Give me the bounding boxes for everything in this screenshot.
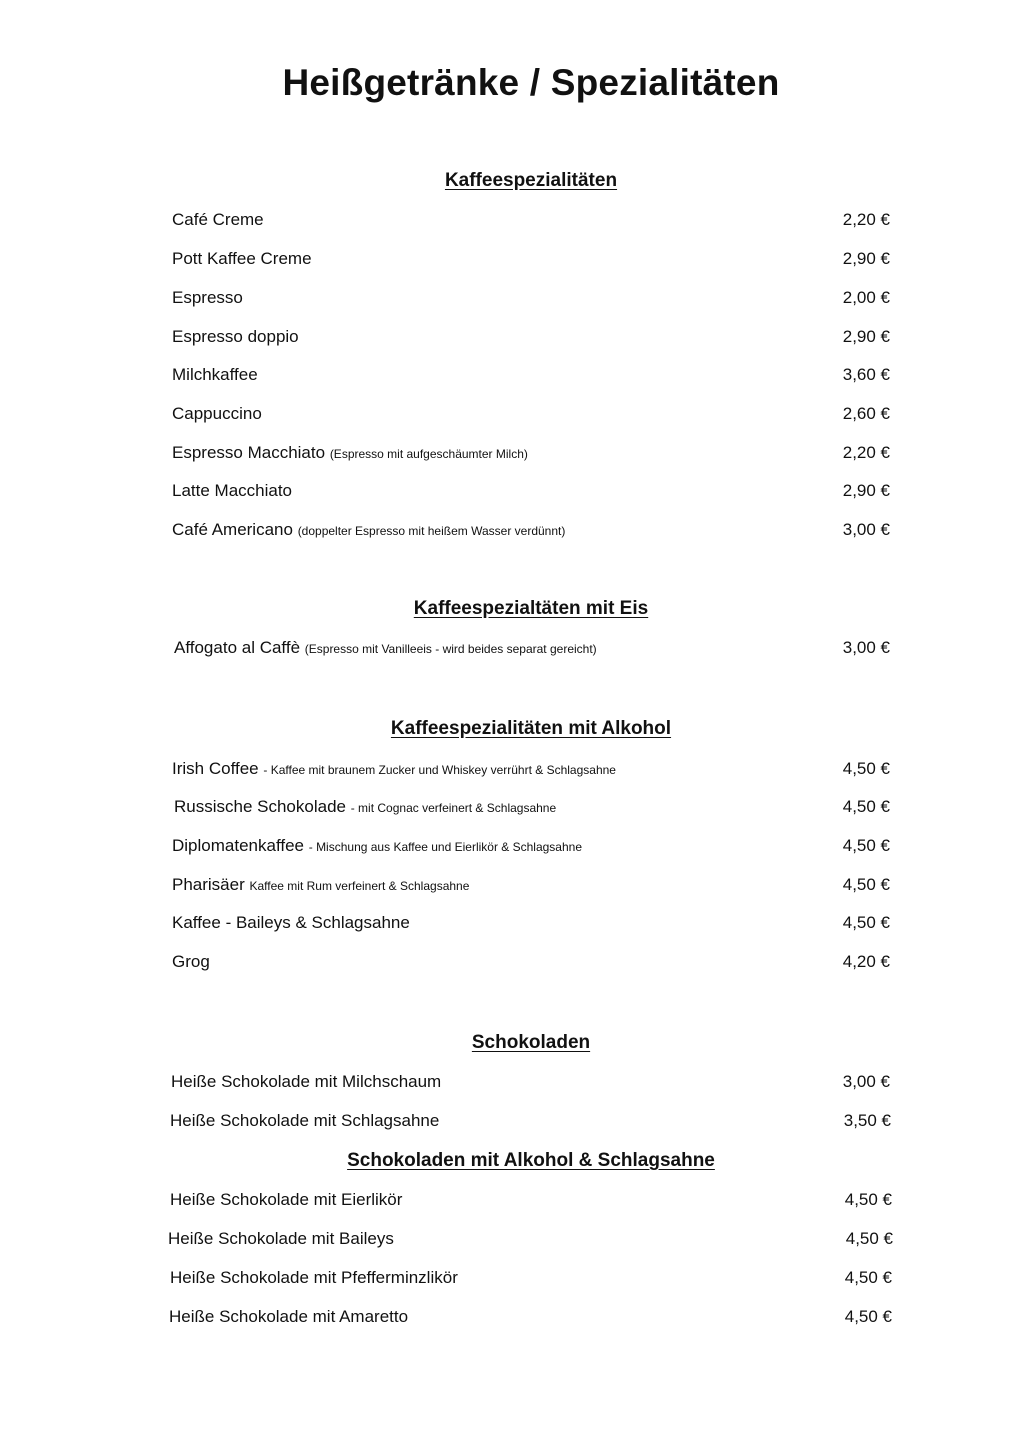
menu-item-affogato: [174, 638, 890, 662]
item-price: 4,50 €: [842, 836, 890, 855]
item-description: (Espresso mit Vanilleeis - wird beides separat gereicht): [304, 642, 597, 656]
item-name: Affogato al Caffè: [174, 638, 301, 657]
item-name: Heiße Schokolade mit Schlagsahne: [170, 1111, 440, 1130]
item-price: 2,60 €: [842, 404, 890, 423]
item-name-with-desc: [172, 875, 469, 895]
item-price: 3,00 €: [842, 1072, 890, 1091]
menu-item-milchkaffee: [172, 365, 890, 389]
menu-item-cafe-americano: [172, 520, 890, 544]
item-description: - Kaffee mit braunem Zucker und Whiskey verrührt & Schlagsahne: [263, 763, 616, 777]
item-name: Café Creme: [172, 210, 264, 229]
menu-item-schokolade-eierlikoer: [170, 1190, 892, 1214]
section-heading-mit-eis: Kaffeespezialtäten mit Eis: [413, 598, 649, 619]
menu-item-cafe-creme: [172, 210, 890, 234]
item-price: 3,00 €: [842, 638, 890, 657]
item-price: 3,60 €: [842, 365, 890, 384]
item-description: Kaffee mit Rum verfeinert & Schlagsahne: [249, 879, 470, 893]
item-price: 2,90 €: [842, 481, 890, 500]
item-name: Kaffee - Baileys & Schlagsahne: [172, 913, 410, 932]
item-price: 4,50 €: [842, 913, 890, 932]
item-price: 4,50 €: [842, 875, 890, 894]
item-name: Espresso: [172, 288, 243, 307]
item-description: - mit Cognac verfeinert & Schlagsahne: [350, 801, 557, 815]
item-name: Café Americano: [172, 520, 293, 539]
item-name-with-desc: [174, 638, 597, 658]
item-name-with-desc: [172, 520, 565, 540]
menu-item-cappuccino: [172, 404, 890, 428]
item-name: Heiße Schokolade mit Amaretto: [169, 1307, 409, 1326]
menu-item-espresso-doppio: [172, 327, 890, 351]
item-price: 2,20 €: [842, 443, 890, 462]
section-heading-mit-alkohol: Kaffeespezialitäten mit Alkohol: [390, 718, 672, 739]
item-name: Pharisäer: [172, 875, 245, 894]
item-name-with-desc: [172, 759, 616, 779]
item-price: 2,90 €: [842, 327, 890, 346]
item-price: 4,50 €: [844, 1307, 892, 1326]
item-name: Heiße Schokolade mit Eierlikör: [170, 1190, 403, 1209]
item-name: Espresso Macchiato: [172, 443, 326, 462]
item-name: Heiße Schokolade mit Pfefferminzlikör: [170, 1268, 458, 1287]
item-price: 2,90 €: [842, 249, 890, 268]
menu-item-kaffee-baileys: [172, 913, 890, 937]
menu-item-pharisaeer: [172, 875, 890, 899]
menu-item-diplomatenkaffee: [172, 836, 890, 860]
item-name: Russische Schokolade: [174, 797, 346, 816]
menu-item-espresso-macchiato: [172, 443, 890, 467]
section-heading-kaffeespezialitaeten: Kaffeespezialitäten: [444, 170, 618, 191]
item-name: Heiße Schokolade mit Baileys: [168, 1229, 394, 1248]
item-name-with-desc: [174, 797, 556, 817]
menu-item-schokolade-amaretto: [169, 1307, 892, 1331]
item-price: 4,20 €: [842, 952, 890, 971]
item-price: 4,50 €: [844, 1190, 892, 1209]
section-heading-schokoladen-mit-alkohol: Schokoladen mit Alkohol & Schlagsahne: [347, 1150, 715, 1171]
item-description: - Mischung aus Kaffee und Eierlikör & Schlagsahne: [308, 840, 583, 854]
item-price: 2,20 €: [842, 210, 890, 229]
item-name: Grog: [172, 952, 210, 971]
item-price: 4,50 €: [842, 797, 890, 816]
menu-item-latte-macchiato: [172, 481, 890, 505]
menu-item-schokolade-schlagsahne: [170, 1111, 891, 1135]
item-name: Pott Kaffee Creme: [172, 249, 312, 268]
item-price: 4,50 €: [845, 1229, 893, 1248]
menu-item-espresso: [172, 288, 890, 312]
item-name: Cappuccino: [172, 404, 262, 423]
item-name: Diplomatenkaffee: [172, 836, 304, 855]
item-price: 4,50 €: [844, 1268, 892, 1287]
menu-item-schokolade-milchschaum: [171, 1072, 890, 1096]
item-price: 3,50 €: [843, 1111, 891, 1130]
page-title: Heißgetränke / Spezialitäten: [282, 62, 780, 103]
item-name: Heiße Schokolade mit Milchschaum: [171, 1072, 442, 1091]
item-name-with-desc: [172, 836, 582, 856]
menu-item-grog: [172, 952, 890, 976]
item-name: Latte Macchiato: [172, 481, 293, 500]
item-name: Espresso doppio: [172, 327, 299, 346]
item-description: (doppelter Espresso mit heißem Wasser verdünnt): [297, 524, 566, 538]
item-description: (Espresso mit aufgeschäumter Milch): [329, 447, 528, 461]
menu-item-pott-kaffee-creme: [172, 249, 890, 273]
item-price: 4,50 €: [842, 759, 890, 778]
menu-item-schokolade-baileys: [168, 1229, 893, 1253]
item-name: Milchkaffee: [172, 365, 258, 384]
item-price: 3,00 €: [842, 520, 890, 539]
menu-item-russische-schokolade: [174, 797, 890, 821]
section-heading-schokoladen: Schokoladen: [471, 1032, 591, 1053]
menu-item-irish-coffee: [172, 759, 890, 783]
item-name-with-desc: [172, 443, 528, 463]
item-name: Irish Coffee: [172, 759, 259, 778]
menu-item-schokolade-pfefferminzlikoer: [170, 1268, 892, 1292]
item-price: 2,00 €: [842, 288, 890, 307]
